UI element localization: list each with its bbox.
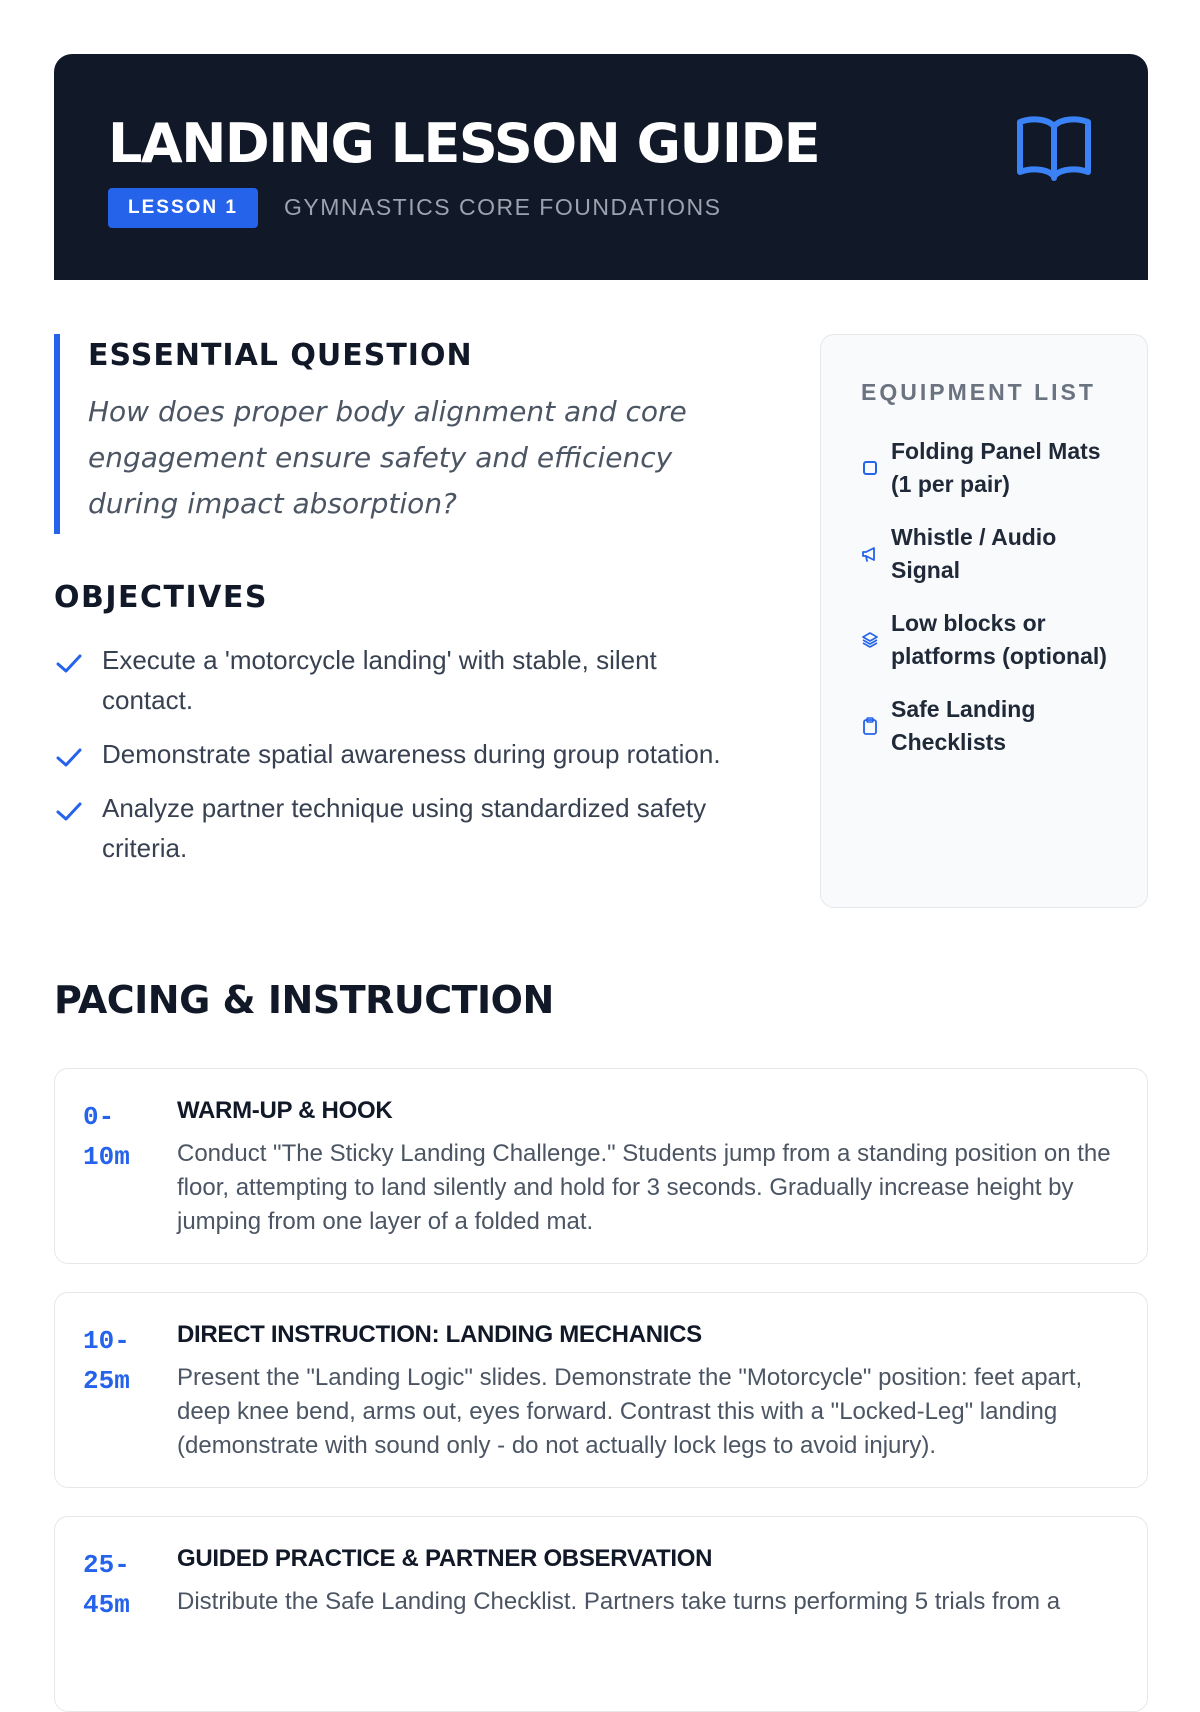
objectives-heading: OBJECTIVES <box>54 580 268 615</box>
essential-question-text: How does proper body alignment and core engagement ensure safety and efficiency during impact absorption? <box>88 395 687 520</box>
pacing-step-card <box>54 1068 1148 1264</box>
equipment-card <box>820 334 1148 908</box>
objective-item <box>54 640 754 720</box>
pacing-heading: PACING & INSTRUCTION <box>54 978 554 1022</box>
clipboard-icon <box>861 717 879 735</box>
pacing-step-card <box>54 1292 1148 1488</box>
equipment-label: Whistle / Audio Signal <box>891 524 1057 583</box>
course-subtitle: GYMNASTICS CORE FOUNDATIONS <box>284 194 722 220</box>
objective-item <box>54 734 754 774</box>
step-title: GUIDED PRACTICE & PARTNER OBSERVATION <box>177 1545 713 1572</box>
objective-text: Demonstrate spatial awareness during group rotation. <box>102 739 721 769</box>
equipment-heading: EQUIPMENT LIST <box>861 379 1096 405</box>
equipment-label: Safe Landing Checklists <box>891 696 1036 755</box>
equipment-list <box>861 435 1121 779</box>
objective-text: Analyze partner technique using standardized safety criteria. <box>102 793 707 863</box>
lesson-header <box>54 54 1148 280</box>
step-description: Present the "Landing Logic" slides. Demonstrate the "Motorcycle" position: feet apart, deep knee bend, arms out, eyes forward. Contrast this with a "Locked-Leg" landing (demonstrate with sound only - do not actually lock legs to avoid injury). <box>177 1364 1083 1459</box>
lesson-badge: LESSON 1 <box>108 188 258 228</box>
step-description: Distribute the Safe Landing Checklist. Partners take turns performing 5 trials from a <box>177 1588 1061 1615</box>
check-icon <box>54 648 84 678</box>
step-time: 25-45m <box>83 1550 130 1620</box>
page-title: LANDING LESSON GUIDE <box>108 112 820 175</box>
objective-item <box>54 788 754 868</box>
check-icon <box>54 742 84 772</box>
equipment-item <box>861 693 1121 759</box>
objective-text: Execute a 'motorcycle landing' with stable, silent contact. <box>102 645 657 715</box>
step-title: DIRECT INSTRUCTION: LANDING MECHANICS <box>177 1321 702 1348</box>
essential-question-block <box>54 334 754 534</box>
step-title: WARM-UP & HOOK <box>177 1097 393 1124</box>
pacing-step-card <box>54 1516 1148 1712</box>
equipment-item <box>861 435 1121 501</box>
check-icon <box>54 796 84 826</box>
equipment-item <box>861 521 1121 587</box>
essential-question-heading: ESSENTIAL QUESTION <box>88 338 473 373</box>
equipment-label: Folding Panel Mats (1 per pair) <box>891 438 1101 497</box>
layers-icon <box>861 631 879 649</box>
megaphone-icon <box>861 545 879 563</box>
step-time: 10-25m <box>83 1326 130 1396</box>
square-icon <box>861 459 879 477</box>
step-time: 0-10m <box>83 1102 130 1172</box>
objectives-list <box>54 640 754 882</box>
step-description: Conduct "The Sticky Landing Challenge." Students jump from a standing position on the floor, attempting to land silently and hold for 3 seconds. Gradually increase height by jumping from one layer of a folded mat. <box>177 1140 1111 1235</box>
book-open-icon <box>1016 112 1092 182</box>
equipment-item <box>861 607 1121 673</box>
equipment-label: Low blocks or platforms (optional) <box>891 610 1107 669</box>
